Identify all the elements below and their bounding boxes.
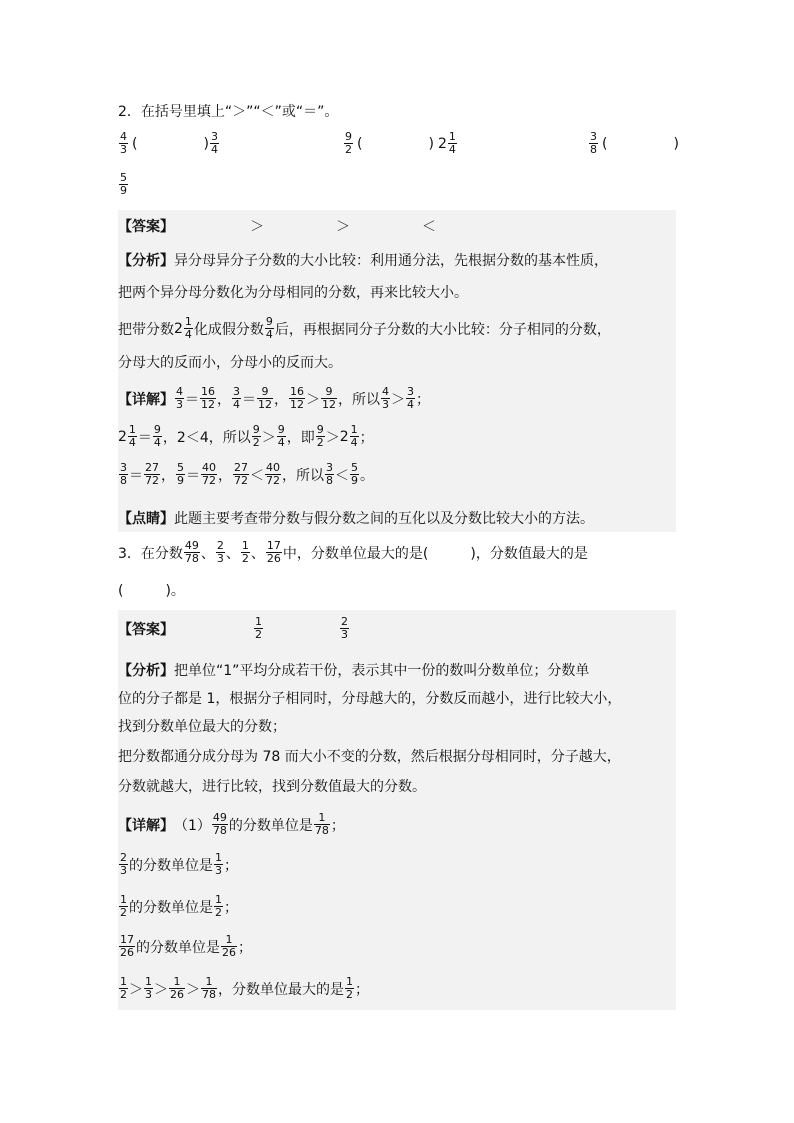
fraction: $\frac{1}{3}$ [215, 851, 222, 877]
q2-item-3-tail [118, 172, 129, 197]
fraction: $\frac{2}{3}$ [341, 615, 348, 641]
fraction: $\frac{1}{4}$ [184, 315, 192, 341]
fraction: $\frac{1}{2}$ [120, 893, 127, 919]
fraction: $\frac{1}{78}$ [314, 811, 329, 837]
fraction: $\frac{1}{2}$ [255, 615, 262, 641]
fraction: $\frac{9}{2}$ [316, 423, 324, 449]
fraction: $\frac{1}{2}$ [215, 893, 222, 919]
fraction: $\frac{9}{2}$ [345, 130, 352, 156]
fraction: $\frac{5}{9}$ [351, 461, 358, 487]
q3-detail-3: $\frac{1}{2}$ 的分数单位是 $\frac{1}{2}$ ； [120, 893, 238, 919]
fraction: $\frac{27}{72}$ [234, 461, 248, 487]
fraction: $\frac{49}{78}$ [184, 539, 199, 565]
q3-detail-5: $\frac{1}{2}$ ＞ $\frac{1}{3}$ ＞ $\frac{1}{26}$ ＞ $\frac{1}{78}$ ，分数单位最大的是 $\frac{1}{2}$ ； [120, 975, 369, 1001]
fraction: $\frac{2}{3}$ [216, 539, 224, 565]
q3-analysis-3: 找到分数单位最大的分数； [118, 719, 286, 735]
fraction: $\frac{1}{3}$ [145, 975, 152, 1001]
fraction: $\frac{3}{8}$ [326, 461, 333, 487]
fraction: $\frac{9}{4}$ [277, 423, 285, 449]
q3-detail-1: 【详解】 （1） $\frac{49}{78}$ 的分数单位是 $\frac{1}{78}$ ； [118, 811, 345, 837]
q2-item-2: $\frac{9}{2}$ ( ) 2 $\frac{1}{4}$ [345, 130, 456, 156]
q2-answer: 【答案】 ＞ ＞ ＜ [118, 219, 436, 235]
q3-analysis-2: 位的分子都是 1，根据分子相同时，分母越大的，分数反而越小，进行比较大小， [118, 691, 622, 707]
fraction: $\frac{1}{2}$ [346, 975, 353, 1001]
q3-detail-2: $\frac{2}{3}$ 的分数单位是 $\frac{1}{3}$ ； [120, 851, 238, 877]
q3-answer: 【答案】 $\frac{1}{2}$ $\frac{2}{3}$ [118, 615, 348, 641]
fraction: $\frac{40}{72}$ [202, 461, 216, 487]
fraction: $\frac{9}{2}$ [252, 423, 260, 449]
q3-detail-4: $\frac{17}{26}$ 的分数单位是 $\frac{1}{26}$ ； [120, 933, 252, 959]
fraction: $\frac{4}{3}$ [176, 385, 183, 411]
fraction: $\frac{1}{78}$ [202, 975, 216, 1001]
q2-detail-1: 【详解】 $\frac{4}{3}$ ＝ $\frac{16}{12}$ ， $\frac{3}{4}$ ＝ $\frac{9}{12}$ ， $\frac{16}{12}$ ＞ $\frac{9}{12}$ ， 所以 $\frac{4}{3}$ ＞ $\frac{3}{4}$ ； [118, 385, 430, 411]
fraction: $\frac{16}{12}$ [201, 385, 215, 411]
fraction: $\frac{40}{72}$ [266, 461, 280, 487]
fraction: $\frac{5}{9}$ [177, 461, 184, 487]
q2-analysis-4: 分母大的反而小，分母小的反而大。 [118, 355, 342, 371]
q3-title: 3．在分数 $\frac{49}{78}$ 、 $\frac{2}{3}$ 、 $\frac{1}{2}$ 、 $\frac{17}{26}$ 中，分数单位最大的是( )，分数值最大的是 [118, 539, 588, 565]
fraction: $\frac{1}{2}$ [241, 539, 249, 565]
fraction: $\frac{27}{72}$ [145, 461, 159, 487]
fraction: $\frac{3}{8}$ [120, 461, 127, 487]
q3-analysis-1: 【分析】 把单位“1”平均分成若干份，表示其中一份的数叫分数单位；分数单 [118, 663, 590, 679]
fraction: $\frac{1}{4}$ [448, 130, 456, 156]
q3-analysis-4: 把分数都通分成分母为 78 而大小不变的分数，然后根据分母相同时，分子越大， [118, 749, 621, 765]
fraction: $\frac{2}{3}$ [120, 851, 127, 877]
q2-point: 【点睛】 此题主要考查带分数与假分数之间的互化以及分数比较大小的方法。 [118, 511, 594, 527]
q2-analysis-2: 把两个异分母分数化为分母相同的分数，再来比较大小。 [118, 285, 468, 301]
fraction: $\frac{5}{9}$ [120, 171, 127, 197]
fraction: $\frac{3}{4}$ [407, 385, 414, 411]
fraction: $\frac{17}{26}$ [120, 933, 134, 959]
fraction: $\frac{9}{4}$ [153, 423, 161, 449]
fraction: $\frac{9}{12}$ [322, 385, 336, 411]
fraction: $\frac{3}{4}$ [233, 385, 240, 411]
q2-analysis-3: 把带分数 2 $\frac{1}{4}$ 化成假分数 $\frac{9}{4}$ 后，再根据同分子分数的大小比较：分子相同的分数， [118, 315, 611, 341]
fraction: $\frac{4}{3}$ [120, 130, 127, 156]
fraction: $\frac{3}{8}$ [590, 130, 597, 156]
q2-analysis-1: 【分析】 异分母异分子分数的大小比较：利用通分法，先根据分数的基本性质， [118, 253, 608, 269]
fraction: $\frac{4}{3}$ [382, 385, 389, 411]
fraction: $\frac{17}{26}$ [266, 539, 281, 565]
q3-analysis-5: 分数就越大，进行比较，找到分数值最大的分数。 [118, 779, 426, 795]
fraction: $\frac{16}{12}$ [290, 385, 304, 411]
fraction: $\frac{1}{26}$ [222, 933, 236, 959]
fraction: $\frac{1}{4}$ [128, 423, 136, 449]
fraction: $\frac{1}{4}$ [350, 423, 358, 449]
fraction: $\frac{49}{78}$ [212, 811, 227, 837]
fraction: $\frac{1}{26}$ [170, 975, 184, 1001]
fraction: $\frac{9}{12}$ [258, 385, 272, 411]
q2-title: 2．在括号里填上“＞”“＜”或“＝”。 [118, 104, 339, 120]
q2-item-1: $\frac{4}{3}$ ( ) $\frac{3}{4}$ [120, 130, 218, 156]
fraction: $\frac{3}{4}$ [210, 130, 218, 156]
q3-title-2: ( )。 [118, 583, 185, 599]
fraction: $\frac{9}{4}$ [265, 315, 273, 341]
q2-detail-3: $\frac{3}{8}$ ＝ $\frac{27}{72}$ ， $\frac{5}{9}$ ＝ $\frac{40}{72}$ ， $\frac{27}{72}$ ＜ $\frac{40}{72}$ ， 所以 $\frac{3}{8}$ ＜ $\frac{5}{9}$ 。 [120, 461, 374, 487]
q2-item-3: $\frac{3}{8}$ ( ) [590, 130, 679, 156]
fraction: $\frac{1}{2}$ [120, 975, 127, 1001]
q2-detail-2: 2 $\frac{1}{4}$ ＝ $\frac{9}{4}$ ， 2＜4，所以 $\frac{9}{2}$ ＞ $\frac{9}{4}$ ，即 $\frac{9}{2}$ ＞ 2 $\frac{1}{4}$ ； [118, 423, 374, 449]
